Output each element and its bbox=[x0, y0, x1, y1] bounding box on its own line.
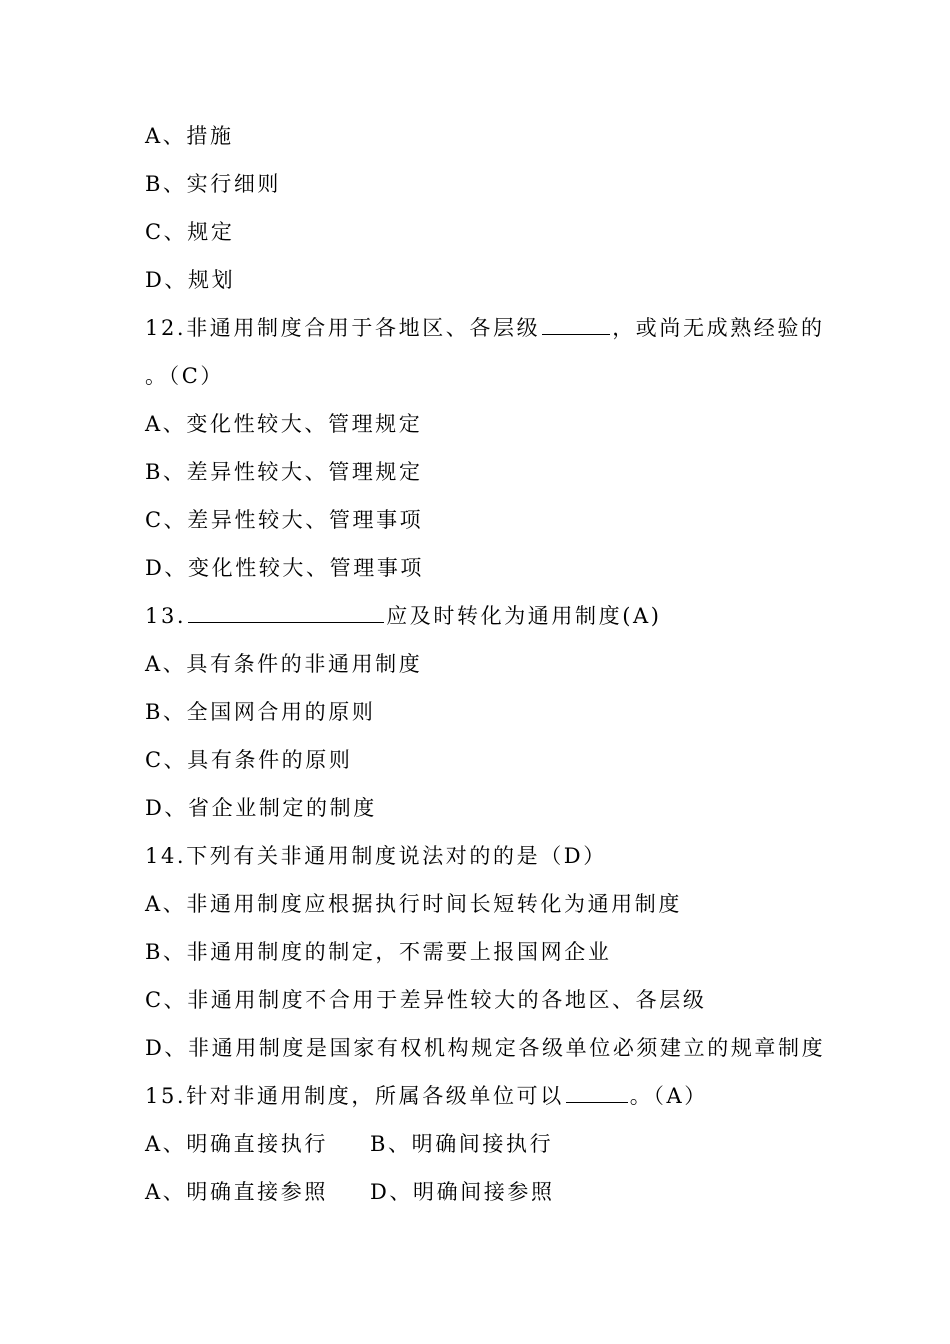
option-line: D、变化性较大、管理事项 bbox=[145, 556, 425, 580]
option-line: B、非通用制度的制定，不需要上报国网企业 bbox=[145, 940, 612, 964]
option-line: A、变化性较大、管理规定 bbox=[145, 412, 423, 436]
question-12-suffix: ，或尚无成熟经验的 bbox=[612, 316, 825, 340]
option-line: B、全国网合用的原则 bbox=[145, 700, 376, 724]
answer-blank bbox=[566, 1082, 628, 1103]
question-15-suffix: 。（A） bbox=[629, 1084, 708, 1108]
question-15-stem bbox=[145, 1082, 708, 1110]
option-row bbox=[145, 1130, 553, 1158]
option-line: D、规划 bbox=[145, 268, 236, 292]
question-12-prefix: 12.非通用制度合用于各地区、各层级 bbox=[145, 316, 541, 340]
option-row bbox=[145, 1178, 555, 1206]
option-line: A、具有条件的非通用制度 bbox=[145, 652, 423, 676]
option-line: B、差异性较大、管理规定 bbox=[145, 460, 423, 484]
question-15-prefix: 15.针对非通用制度，所属各级单位可以 bbox=[145, 1084, 564, 1108]
option-line: C、具有条件的原则 bbox=[145, 748, 353, 772]
option-item: A、明确直接执行 bbox=[145, 1132, 328, 1156]
question-12-stem-continued: 。（C） bbox=[145, 364, 224, 388]
option-line: C、差异性较大、管理事项 bbox=[145, 508, 424, 532]
answer-blank bbox=[542, 314, 610, 335]
option-line: B、实行细则 bbox=[145, 172, 282, 196]
option-line: D、省企业制定的制度 bbox=[145, 796, 377, 820]
question-13-stem bbox=[145, 602, 662, 630]
question-12-stem bbox=[145, 314, 825, 342]
option-item: B、明确间接执行 bbox=[369, 1132, 554, 1156]
option-line: C、非通用制度不合用于差异性较大的各地区、各层级 bbox=[145, 988, 707, 1012]
option-line: A、措施 bbox=[145, 124, 234, 148]
question-13-suffix: 应及时转化为通用制度(A) bbox=[386, 604, 662, 628]
option-item: D、明确间接参照 bbox=[369, 1180, 555, 1204]
answer-blank bbox=[188, 602, 384, 623]
option-line: D、非通用制度是国家有权机构规定各级单位必须建立的规章制度 bbox=[145, 1036, 826, 1060]
question-13-prefix: 13. bbox=[145, 604, 187, 628]
option-item: A、明确直接参照 bbox=[145, 1180, 328, 1204]
option-line: A、非通用制度应根据执行时间长短转化为通用制度 bbox=[145, 892, 682, 916]
option-line: C、规定 bbox=[145, 220, 235, 244]
question-14-stem: 14.下列有关非通用制度说法对的的是（D） bbox=[145, 844, 607, 868]
